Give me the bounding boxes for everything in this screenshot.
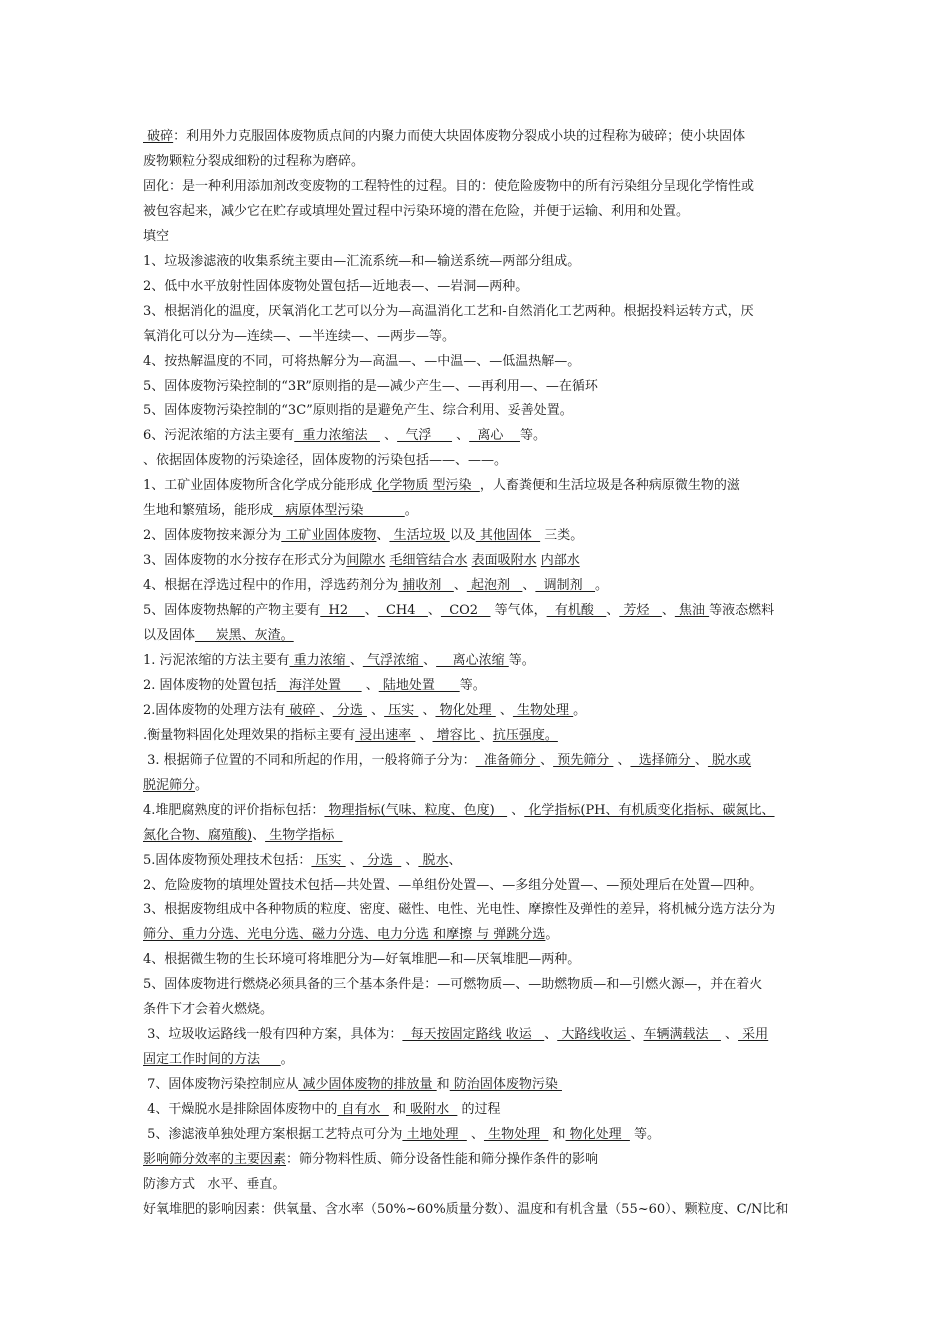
answer-blank: 生物处理 (512, 702, 574, 718)
text-run: 、 (418, 702, 436, 718)
text-run: 5.固体废物预处理技术包括： (143, 852, 312, 868)
answer-blank: 压实 (311, 852, 346, 868)
text-line (143, 827, 813, 845)
text-run: 、 (427, 603, 441, 619)
answer-blank: 准备筛分 (475, 752, 541, 768)
text-run: ：利用外力克服固体废物质点间的内聚力而使大块固体废物分裂成小块的过程称为破碎；使小块固体 (173, 129, 746, 144)
text-run: 防渗方式 水平、垂直。 (143, 1176, 286, 1192)
text-run: 2、危险废物的填埋处置技术包括—共处置、—单组份处置—、—多组分处置—、—预处理后在处置—四种。 (143, 877, 763, 893)
text-run: 以及 (449, 528, 476, 544)
text-line (143, 1176, 813, 1194)
answer-blank: 防治固体废物污染 (449, 1077, 562, 1093)
text-line (143, 253, 813, 271)
answer-blank: 生物处理 (483, 1127, 549, 1142)
text-run: 3、根据消化的温度，厌氧消化工艺可以分为—高温消化工艺和-自然消化工艺两种。根据投料运转方式，厌 (143, 303, 754, 319)
text-line (143, 901, 813, 919)
text-run: 、 (720, 1027, 739, 1043)
text-line (143, 178, 813, 196)
text-run: 4、根据在浮选过程中的作用，浮选药剂分为 (143, 578, 399, 594)
answer-blank: 大路线收运 (557, 1027, 631, 1043)
text-run: 5、固体废物污染控制的“3C”原则指的是避免产生、综合利用、妥善处置。 (143, 403, 573, 419)
answer-blank: 脱水或 (707, 752, 752, 768)
text-line (143, 427, 813, 445)
text-line (143, 502, 813, 520)
text-line (143, 303, 813, 321)
answer-blank: 自有水 (337, 1102, 389, 1118)
text-run: 5、渗滤液单独处理方案根据工艺特点可分为 (143, 1127, 403, 1142)
text-line (143, 552, 813, 570)
text-line (143, 752, 813, 770)
text-run: 。 (280, 1052, 294, 1068)
text-run: 等液态燃料 (709, 603, 775, 619)
text-run: 、依据固体废物的污染途径，固体废物的污染包括——、——。 (143, 453, 508, 469)
text-run: 1、工矿业固体废物所含化学成分能形成 (143, 478, 373, 494)
text-run: 等。 (459, 677, 486, 693)
answer-blank: 破碎 (143, 129, 174, 144)
text-line (143, 852, 813, 870)
answer-blank: 病原体型污染 (273, 503, 405, 519)
answer-blank: 化学物质 型污染 (372, 478, 480, 494)
text-run: 、 (661, 603, 675, 619)
text-line (143, 727, 813, 745)
text-run: 。 (545, 927, 559, 943)
text-run: 2、固体废物按来源分为 (143, 528, 282, 544)
text-run: 4.堆肥腐熟度的评价指标包括： (143, 802, 325, 818)
text-run: .衡量物料固化处理效果的指标主要有 (143, 727, 356, 743)
answer-blank: 脱泥筛分 (143, 777, 196, 793)
text-run: 、 (522, 578, 536, 594)
text-line (143, 527, 813, 545)
text-line (143, 203, 813, 221)
text-run: 条件下才会着火燃烧。 (143, 1002, 274, 1018)
text-run: 、 (423, 652, 437, 668)
text-line (143, 1126, 813, 1144)
text-line (143, 602, 813, 620)
text-line (143, 278, 813, 296)
text-line (143, 577, 813, 595)
text-line (143, 877, 813, 895)
answer-blank: 间隙水 (346, 553, 386, 569)
answer-blank: H2 (320, 603, 365, 619)
text-line (143, 1026, 813, 1044)
text-run: 生地和繁殖场，能形成 (143, 503, 274, 519)
answer-blank: 焦油 (674, 603, 710, 619)
text-run: 、 (694, 752, 708, 768)
text-run: 、 (366, 702, 385, 718)
text-line (143, 1051, 813, 1069)
text-line (143, 1076, 813, 1094)
text-run: 、 (319, 702, 333, 718)
text-line (143, 802, 813, 820)
answer-blank: 增容比 (432, 727, 480, 743)
answer-blank: 离心浓缩 (436, 652, 509, 668)
text-run: 、 (466, 1127, 484, 1142)
text-run: 被包容起来，减少它在贮存或填埋处置过程中污染环境的潜在危险，并便于运输、利用和处置。 (143, 203, 690, 219)
text-run: 以及固体 (143, 628, 196, 643)
text-run: 。 (404, 503, 418, 519)
answer-blank: 车辆满载法 (643, 1027, 721, 1043)
text-run: 、 (401, 852, 419, 868)
text-run: 、 (379, 428, 398, 444)
text-run: 1、垃圾渗滤液的收集系统主要由—汇流系统—和—输送系统—两部分组成。 (143, 253, 581, 269)
text-run: 、 (452, 428, 470, 444)
text-run: 3、固体废物的水分按存在形式分为 (143, 553, 347, 569)
text-run: 7、固体废物污染控制应从 (143, 1077, 299, 1093)
answer-blank: 固定工作时间的方法 (143, 1052, 281, 1068)
text-line (143, 976, 813, 994)
text-run: 、 (479, 727, 493, 743)
answer-blank: 每天按固定路线 收运 (402, 1027, 545, 1043)
text-line (143, 128, 813, 146)
text-line (143, 652, 813, 670)
text-run: 、 (453, 578, 467, 594)
text-run: 、 (349, 652, 363, 668)
answer-blank: 炭黑、灰渣。 (195, 628, 294, 643)
text-run: 、 (252, 827, 266, 843)
answer-blank: 抗压强度。 (492, 727, 558, 743)
answer-blank: 化学指标(PH、有机质变化指标、碳氮比、 (524, 802, 775, 818)
answer-blank: 影响筛分效率的主要因素 (143, 1151, 287, 1167)
text-run: 等气体， (490, 603, 547, 619)
text-run: 。 (195, 777, 209, 793)
text-run: 填空 (143, 228, 170, 244)
text-run: 、 (364, 603, 378, 619)
answer-blank: 减少固体废物的排放量 (298, 1077, 437, 1093)
text-run: 好氧堆肥的影响因素：供氧量、含水率（50%~60%质量分数）、温度和有机含量（55~60）、颗粒度、C/N比和 (143, 1201, 789, 1217)
text-run: 、 (415, 727, 433, 743)
answer-blank: 毛细管结合水 (389, 553, 468, 569)
text-line (143, 228, 813, 246)
text-run: 3、根据废物组成中各种物质的粒度、密度、磁性、电性、光电性、摩擦性及弹性的差异，将机械分选方法分为 (143, 902, 776, 918)
answer-blank: 分选 (362, 852, 402, 868)
text-run: 氧消化可以分为—连续—、—半连续—、—两步—等。 (143, 328, 456, 344)
text-run: 等。 (629, 1127, 661, 1142)
text-line (143, 1001, 813, 1019)
answer-blank: 海洋处置 (276, 677, 362, 693)
text-line (143, 1201, 813, 1219)
text-line (143, 702, 813, 720)
text-run: 等。 (519, 428, 546, 444)
text-line (143, 402, 813, 420)
answer-blank: 工矿业固体废物 (281, 528, 377, 544)
answer-blank: 调制剂 (535, 578, 596, 594)
text-line (143, 353, 813, 371)
answer-blank: 表面吸附水 (471, 553, 537, 569)
text-run: 、 (630, 1027, 644, 1043)
answer-blank: 生活垃圾 (389, 528, 450, 544)
answer-blank: 吸附水 (405, 1102, 458, 1118)
text-line (143, 777, 813, 795)
text-run: 2. 固体废物的处置包括 (143, 677, 277, 693)
answer-blank: 物化处理 (435, 702, 496, 718)
text-line (143, 328, 813, 346)
text-run: 4、按热解温度的不同，可将热解分为—高温—、—中温—、—低温热解—。 (143, 353, 581, 369)
text-run: 和 (436, 1077, 450, 1093)
text-run: 5、固体废物进行燃烧必须具备的三个基本条件是：—可燃物质—、—助燃物质—和—引燃火源—，并在着火 (143, 977, 763, 993)
answer-blank: 重力浓缩法 (294, 428, 380, 444)
answer-blank: 预先筛分 (553, 752, 614, 768)
answer-blank: 分选 (332, 702, 367, 718)
answer-blank: 生物学指标 (265, 827, 343, 843)
answer-blank: 有机酸 (546, 603, 607, 619)
text-run: 、 (613, 752, 631, 768)
text-line (143, 1101, 813, 1119)
answer-blank: 脱水 (418, 852, 449, 868)
text-run: 固化：是一种利用添加剂改变废物的工程特性的过程。目的：使危险废物中的所有污染组分呈现化学惰性或 (143, 178, 755, 194)
text-line (143, 677, 813, 695)
text-run: 、 (540, 752, 554, 768)
text-run: 和 (388, 1102, 406, 1118)
text-run: 、 (606, 603, 620, 619)
text-run: 废物颗粒分裂成细粉的过程称为磨碎。 (143, 153, 365, 169)
answer-blank: 其他固体 (475, 528, 541, 544)
text-run: 三类。 (540, 528, 584, 544)
text-run: 5、固体废物污染控制的“3R”原则指的是—减少产生—、—再利用—、—在循环 (143, 378, 598, 394)
answer-blank: 重力浓缩 (289, 652, 350, 668)
text-line (143, 477, 813, 495)
text-run: 、 (507, 802, 525, 818)
text-run: 5、固体废物热解的产物主要有 (143, 603, 321, 619)
answer-blank: 破碎 (285, 702, 320, 718)
text-run: ，人畜粪便和生活垃圾是各种病原微生物的滋 (479, 478, 740, 494)
answer-blank: 浸出速率 (355, 727, 416, 743)
text-run: 2.固体废物的处理方法有 (143, 702, 286, 718)
text-line (143, 1151, 813, 1169)
answer-blank: 芳烃 (619, 603, 662, 619)
text-run: 4、根据微生物的生长环境可将堆肥分为—好氧堆肥—和—厌氧堆肥—两种。 (143, 952, 581, 968)
answer-blank: 离心 (469, 428, 520, 444)
answer-blank: 土地处理 (402, 1127, 467, 1142)
text-run: 6、污泥浓缩的方法主要有 (143, 428, 295, 444)
text-run: 。 (573, 702, 587, 718)
answer-blank: 内部水 (540, 553, 580, 569)
answer-blank: 陆地处置 (378, 677, 460, 693)
text-line (143, 926, 813, 944)
answer-blank: 物理指标(气味、粒度、色度) (324, 802, 508, 818)
text-run: 。 (595, 578, 609, 594)
text-run: 4、干燥脱水是排除固体废物中的 (143, 1102, 338, 1118)
text-run: 3. 根据筛子位置的不同和所起的作用，一般将筛子分为： (143, 752, 476, 768)
text-run: 2、低中水平放射性固体废物处置包括—近地表—、—岩洞—两种。 (143, 278, 529, 294)
text-run: 、 (361, 677, 379, 693)
answer-blank: 物化处理 (565, 1127, 630, 1142)
text-run: 、 (448, 852, 462, 868)
text-line (143, 951, 813, 969)
answer-blank: CO2 (440, 603, 491, 619)
text-run: 、 (345, 852, 363, 868)
text-line (143, 452, 813, 470)
answer-blank: 选择筛分 (630, 752, 695, 768)
text-line (143, 153, 813, 171)
text-run: 、 (376, 528, 390, 544)
answer-blank: 压实 (384, 702, 419, 718)
text-line (143, 627, 813, 645)
answer-blank: 筛分、重力分选、光电分选、磁力分选、电力分选 和摩擦 与 弹跳分选 (143, 927, 546, 943)
text-run: 的过程 (457, 1102, 501, 1118)
text-line (143, 378, 813, 396)
answer-blank: 气浮 (397, 428, 453, 444)
answer-blank: 起泡剂 (466, 578, 523, 594)
text-run: 等。 (508, 652, 535, 668)
text-run: ：筛分物料性质、筛分设备性能和筛分操作条件的影响 (286, 1151, 599, 1167)
answer-blank: 气浮浓缩 (362, 652, 424, 668)
text-run: 3、垃圾收运路线一般有四种方案，具体为： (143, 1027, 403, 1043)
answer-blank: 捕收剂 (398, 578, 454, 594)
text-run: 、 (544, 1027, 558, 1043)
answer-blank: 氮化合物、腐殖酸) (143, 827, 253, 843)
text-run: 1. 污泥浓缩的方法主要有 (143, 652, 290, 668)
text-run: 和 (548, 1127, 566, 1142)
text-run: 、 (495, 702, 513, 718)
answer-blank: CH4 (377, 603, 428, 619)
answer-blank: 采用 (738, 1027, 769, 1043)
